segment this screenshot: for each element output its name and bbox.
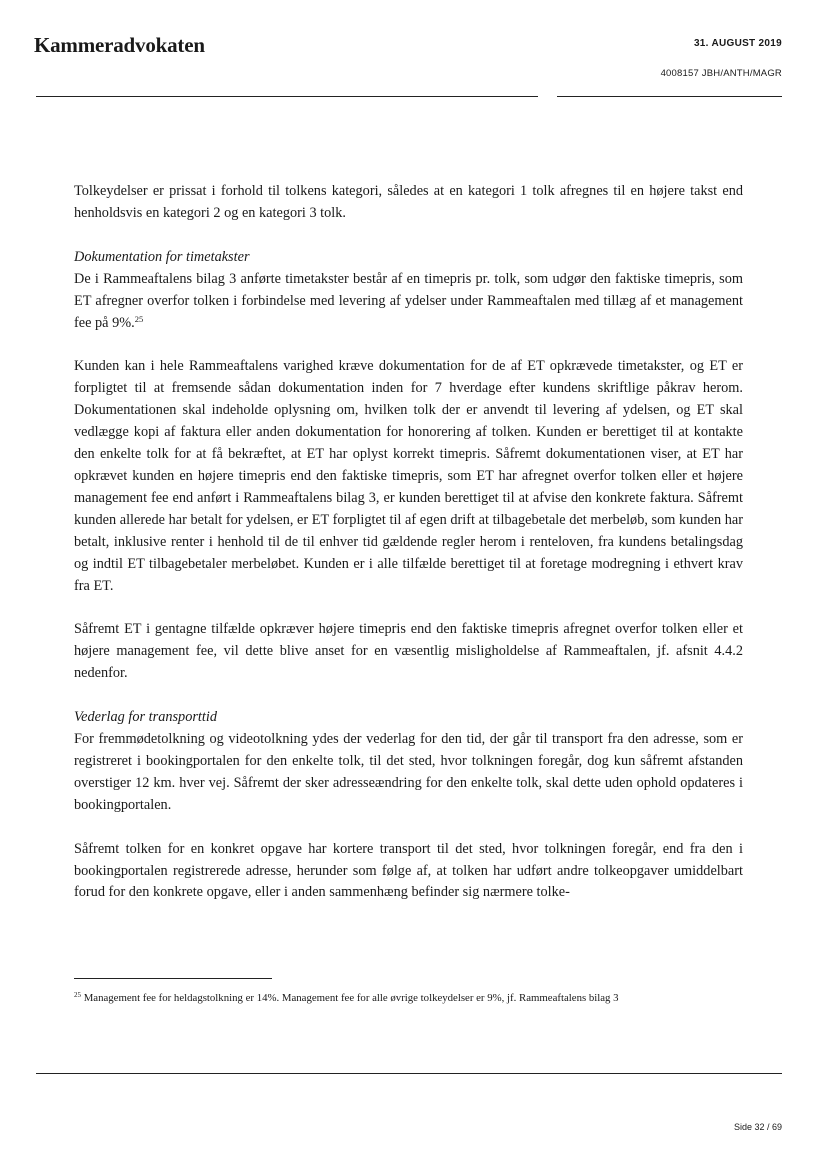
footnote-text: Management fee for heldagstolkning er 14%. Management fee for alle øvrige tolkeydelser er 9%, jf. Rammeaftalens bilag 3	[83, 992, 619, 1004]
page-number: Side 32 / 69	[733, 1122, 782, 1132]
section-heading: Vederlag for transporttid	[74, 709, 217, 726]
footnote	[74, 991, 774, 1005]
paragraph	[74, 269, 743, 335]
document-body	[74, 181, 743, 904]
paragraph-text: De i Rammeaftalens bilag 3 anførte timetakster består af en timepris pr. tolk, som udgør den faktiske timepris, som ET afregner overfor tolken i forbindelse med levering af ydelser under Rammeaftalen med tillæg af et management fee på 9%.	[74, 270, 743, 331]
footnote-number: 25	[74, 991, 81, 999]
paragraph: Såfremt tolken for en konkret opgave har kortere transport til det sted, hvor tolkningen foregår, end fra den i bookingportalen registrerede adresse, herunder som følge af, at tolken har udført andre tolkeopgaver umiddelbart forud for den konkrete opgave, eller i anden sammenhæng befinder sig nærmere tolke-	[74, 840, 743, 901]
footnote-divider	[74, 978, 272, 979]
paragraph: For fremmødetolkning og videotolkning ydes der vederlag for den tid, der går til transport fra den adresse, som er registreret i bookingportalen for den enkelte tolk, til det sted, hvor tolkningen foregår, dog kun såfremt afstanden overstiger 12 km. hver vej. Såfremt der sker adresseændring for den enkelte tolk, skal dette uden ophold opdateres i bookingportalen.	[74, 731, 743, 813]
document-reference: 4008157 JBH/ANTH/MAGR	[660, 68, 782, 79]
logo: Kammeradvokaten	[34, 33, 205, 57]
paragraph: Kunden kan i hele Rammeaftalens varighed kræve dokumentation for de af ET opkrævede timetakster, og ET er forpligtet til at fremsende sådan dokumentation inden for 7 hverdage efter kundens skriftlige påkrav herom. Dokumentationen skal indeholde oplysning om, hvilken tolk der er anvendt til levering af ydelsen, og ET skal vedlægge kopi af faktura eller anden dokumentation for honorering af tolken. Kunden er berettiget til at kontakte den enkelte tolk for at få bekræftet, at ET har oplyst korrekt timepris. Såfremt dokumentationen viser, at ET har opkrævet kunden en højere timepris end den faktiske timepris, som ET har afregnet overfor tolken eller et højere management fee end anført i Rammeaftalens bilag 3, er kunden berettiget til at afvise den konkrete faktura. Såfremt kunden allerede har betalt for ydelsen, er ET forpligtet til af egen drift at tilbagebetale det merbeløb, som kunden har betalt, inklusive renter i henhold til de til enhver tid gældende regler herom i renteloven, fra kundens betalingsdag og indtil ET tilbagebetaler merbeløbet. Kunden er i alle tilfælde berettiget til at foretage modregning i ethvert krav fra ET.	[74, 358, 743, 594]
footnote-reference[interactable]: 25	[134, 313, 144, 324]
header-divider-left	[36, 96, 538, 97]
footer-divider	[36, 1073, 782, 1074]
paragraph: Såfremt ET i gentagne tilfælde opkræver højere timepris end den faktiske timepris afregnet overfor tolken eller et højere management fee, vil dette blive anset for en væsentlig misligholdelse af Rammeaftalen, jf. afsnit 4.4.2 nedenfor.	[74, 621, 743, 682]
paragraph: Tolkeydelser er prissat i forhold til tolkens kategori, således at en kategori 1 tolk afregnes til en højere takst end henholdsvis en kategori 2 og en kategori 3 tolk.	[74, 183, 743, 221]
document-date: 31. AUGUST 2019	[693, 38, 782, 49]
section-heading: Dokumentation for timetakster	[74, 248, 250, 265]
header-divider-right	[557, 96, 782, 97]
